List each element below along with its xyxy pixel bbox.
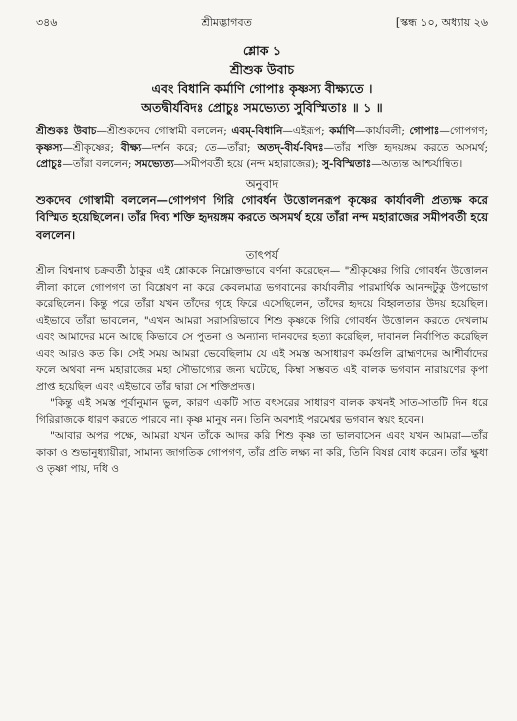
chapter-reference: [স্কন্ধ ১০, অধ্যায় ২৬: [395, 16, 488, 29]
wbw-meaning: —এইরূপ;: [282, 125, 330, 137]
wbw-term: গোপাঃ: [409, 125, 440, 137]
wbw-term: প্রোচুঃ: [36, 158, 63, 170]
translation-text: শুকদেব গোস্বামী বললেন—গোপগণ গিরি গোবর্ধন উত্তোলনরূপ কৃষ্ণের কার্যাবলী প্রত্যক্ষ করে বিস্মিত হয়েছিলেন। তাঁর দিব্য শক্তি হৃদয়ঙ্গম করতে অসমর্থ হয়ে তাঁরা নন্দ মহারাজের সমীপবর্তী হয়ে বললেন।: [36, 192, 488, 242]
verse-line-2: অতদ্বীর্যবিদঃ প্রোচুঃ সমভ্যেত্য সুবিস্মিতাঃ ॥ ১ ॥: [141, 100, 383, 115]
wbw-term: শ্রীশুকঃ উবাচ: [36, 125, 97, 137]
wbw-meaning: —দর্শন করে; তে—তাঁরা;: [141, 141, 258, 154]
verse-label: শ্লোক ১: [242, 43, 282, 58]
word-meanings: [36, 123, 488, 173]
wbw-term: এবম্-বিধানি: [231, 125, 283, 137]
wbw-meaning: —তাঁরা বললেন;: [62, 158, 135, 170]
book-title: শ্রীমদ্ভাগবত: [201, 16, 252, 29]
purport-paragraph: "কিন্তু এই সমস্ত পূর্বানুমান ভুল, কারণ একটি সাত বৎসরের সাধারণ বালক কখনই সাত-সাতটি দিন ধরে গিরিরাজকে ধারণ করতে পারবে না। কৃষ্ণ মানুষ নন। তিনি অবশ্যই পরমেশ্বর ভগবান স্বয়ং হবেন।: [36, 397, 488, 426]
page-header: [36, 14, 488, 33]
page: [36, 14, 488, 478]
purport-paragraph: শ্রীল বিশ্বনাথ চক্রবর্তী ঠাকুর এই শ্লোককে নিম্নোক্তভাবে বর্ণনা করেছেন— "শ্রীকৃষ্ণের গিরি গোবর্ধন উত্তোলন লীলা কালে গোপগণ তা বিশ্লেষণ না করে কেবলমাত্র ভগবানের কার্যাবলীর পারমার্থিক আনন্দটুকু উপভোগ করেছিলেন। কিন্তু পরে তাঁরা যখন তাঁদের গৃহে ফিরে এসেছিলেন, তাঁদের হৃদয়ে বিহ্বলতার উদয় হয়েছিল। এইভাবে তাঁরা ভাবলেন, "এখন আমরা সরাসরিভাবে শিশু কৃষ্ণকে গিরি গোবর্ধন উত্তোলন করতে দেখলাম এবং আমাদের মনে আছে কিভাবে সে পুতনা ও অন্যান্য দানবদের হত্যা করেছিল, দাবানল নির্বাপিত করেছিল এবং আরও কত কি। সেই সময় আমরা ভেবেছিলাম যে এই সমস্ত অসাধারণ কর্মগুলি ব্রাহ্মণদের আশীর্বাদের ফলে অথবা নন্দ মহারাজের মহা সৌভাগ্যের জন্য ঘটেছে, কিম্বা সম্ভবত এই বালক ভগবান নারায়ণের কৃপা প্রাপ্ত হয়েছিল এবং এইভাবে তাঁর দ্বারা সে শক্তিপ্রদত্ত।: [36, 265, 488, 393]
wbw-term: কর্মাণি: [329, 125, 355, 137]
verse-line-1: এবং বিধানি কর্মাণি গোপাঃ কৃষ্ণস্য বীক্ষ্যতে ।: [151, 81, 373, 96]
wbw-meaning: —শ্রীকৃষ্ণের;: [62, 141, 121, 154]
wbw-meaning: —সমীপবর্তী হয়ে (নন্দ মহারাজের);: [173, 158, 323, 170]
wbw-term: বীক্ষ্য: [120, 141, 142, 154]
translation-title: অনুবাদ: [245, 176, 279, 191]
wbw-meaning: —কার্যাবলী;: [354, 125, 410, 137]
wbw-meaning: —গোপগণ;: [439, 125, 489, 137]
wbw-term: সমভ্যেত্য: [134, 158, 174, 170]
purport-paragraph: "আবার অপর পক্ষে, আমরা যখন তাঁকে আদর করি শিশু কৃষ্ণ তা ভালবাসেন এবং যখন আমরা—তাঁর কাকা ও শুভানুধ্যায়ীরা, সামান্য জাগতিক গোপগণ, তাঁর প্রতি লক্ষ্য না করি, তিনি বিষণ্ণ বোধ করেন। তাঁর ক্ষুধা ও তৃষ্ণা পায়, দধি ও: [36, 430, 488, 475]
wbw-meaning: —শ্রীশুকদেব গোস্বামী বললেন;: [96, 125, 232, 137]
wbw-meaning: —তাঁর শক্তি হৃদয়ঙ্গম করতে অসমর্থ;: [323, 141, 488, 154]
page-number: ৩৪৬: [36, 16, 58, 29]
wbw-term: সু-বিস্মিতাঃ: [322, 158, 372, 170]
purport-title: তাৎপর্য: [245, 248, 279, 262]
verse-speaker: শ্রীশুক উবাচ: [230, 62, 294, 77]
wbw-term: অতদ্-বীর্য-বিদঃ: [257, 141, 324, 154]
wbw-term: কৃষ্ণস্য: [36, 141, 63, 154]
purport-body: [36, 263, 488, 478]
wbw-meaning: —অত্যন্ত আশ্চর্যান্বিত।: [371, 158, 463, 170]
